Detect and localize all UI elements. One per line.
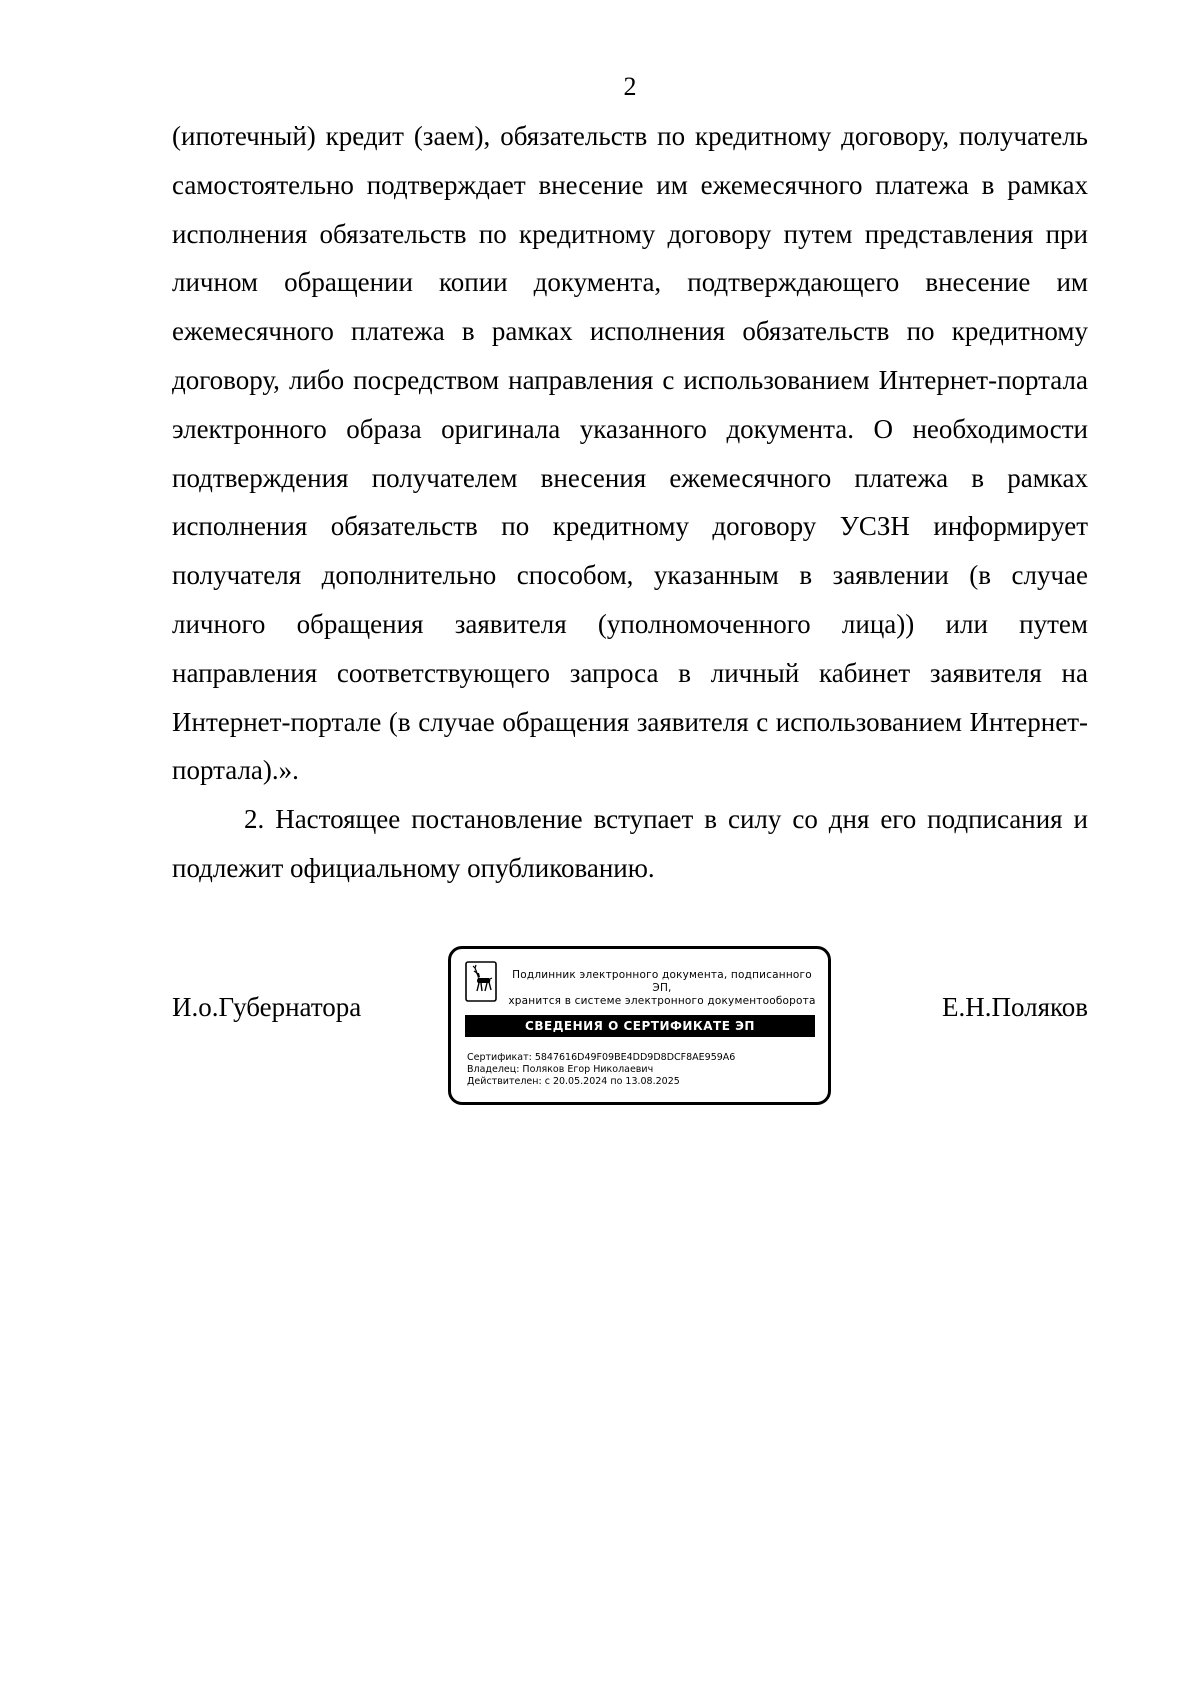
page-number: 2 — [623, 72, 637, 101]
stamp-certificate: Сертификат: 5847616D49F09BE4DD9D8DCF8AE959A6 — [467, 1052, 736, 1063]
stamp-validity: Действителен: с 20.05.2024 по 13.08.2025 — [467, 1076, 680, 1087]
stamp-header-line-2: хранится в системе электронного документооборота — [508, 995, 816, 1007]
signer-name: Е.Н.Поляков — [941, 992, 1088, 1022]
deer-emblem-icon — [465, 961, 497, 1002]
stamp-certificate-band: СВЕДЕНИЯ О СЕРТИФИКАТЕ ЭП — [465, 1015, 815, 1037]
stamp-header — [503, 969, 821, 1008]
body-paragraph-1: (ипотечный) кредит (заем), обязательств по кредитному договору, получатель самостоятельно подтверждает внесение им ежемесячного платежа в рамках исполнения обязательств по кредитному договору путем представления при личном обращении копии документа, подтверждающего внесение им ежемесячного платежа в рамках исполнения обязательств по кредитному договору, либо посредством направления с использованием Интернет-портала электронного образа оригинала указанного документа. О необходимости подтверждения получателем внесения ежемесячного платежа в рамках исполнения обязательств по кредитному договору УСЗН информирует получателя дополнительно способом, указанным в заявлении (в случае личного обращения заявителя (уполномоченного лица)) или путем направления соответствующего запроса в личный кабинет заявителя на Интернет-портале (в случае обращения заявителя с использованием Интернет-портала).». — [172, 121, 1088, 786]
stamp-header-line-1: Подлинник электронного документа, подписанного ЭП, — [512, 969, 812, 994]
body-paragraph-2: 2. Настоящее постановление вступает в силу со дня его подписания и подлежит официальному опубликованию. — [172, 804, 1088, 883]
document-body — [172, 112, 1088, 893]
stamp-details — [467, 1052, 735, 1088]
signer-title: И.о.Губернатора — [172, 992, 362, 1022]
stamp-owner: Владелец: Поляков Егор Николаевич — [467, 1064, 654, 1075]
electronic-signature-stamp — [448, 946, 831, 1105]
